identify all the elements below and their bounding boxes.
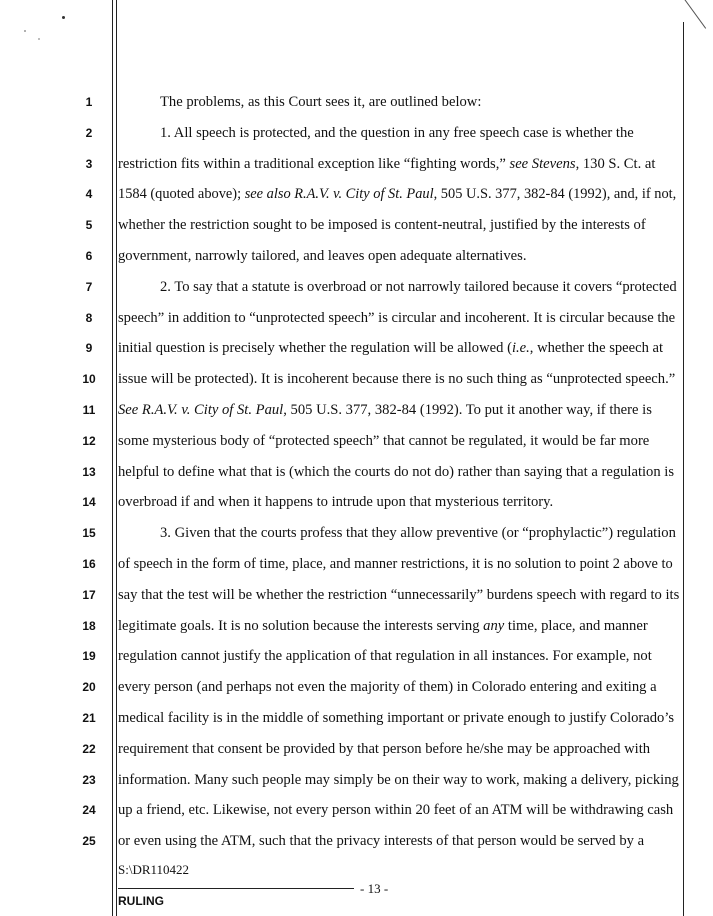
margin-rule-right (116, 0, 117, 916)
line-number: 4 (85, 187, 93, 202)
line-number: 12 (82, 433, 96, 448)
scan-speck (62, 16, 65, 19)
text-line: every person (and perhaps not even the majority of them) in Colorado entering and exiting a (118, 679, 657, 696)
line-number: 9 (85, 341, 93, 356)
line-number: 8 (85, 310, 93, 325)
text-line: requirement that consent be provided by that person before he/she may be approached with (118, 740, 651, 757)
text-line: initial question is precisely whether the regulation will be allowed (i.e., whether the speech at (118, 340, 664, 357)
text-line: legitimate goals. It is no solution because the interests serving any time, place, and manner (118, 617, 648, 634)
line-number: 11 (82, 403, 96, 417)
text-line: regulation cannot justify the application of that regulation in all instances. For example, not (118, 648, 652, 665)
line-number: 15 (82, 526, 96, 541)
line-number: 22 (82, 741, 96, 756)
text-line: whether the restriction sought to be imposed is content-neutral, justified by the interests of (118, 217, 646, 234)
text-line: See R.A.V. v. City of St. Paul, 505 U.S. 377, 382-84 (1992). To put it another way, if there is (118, 402, 652, 418)
line-number: 13 (82, 464, 96, 479)
text-line: medical facility is in the middle of something important or private enough to justify Colorado’s (118, 710, 675, 726)
line-number: 25 (82, 834, 96, 849)
scan-artifact-line (683, 0, 706, 29)
file-code: S:\DR110422 (118, 862, 190, 877)
text-line: government, narrowly tailored, and leaves open adequate alternatives. (118, 248, 527, 264)
line-number: 14 (82, 495, 96, 510)
text-line: of speech in the form of time, place, and manner restrictions, it is no solution to point 2 above to (118, 556, 673, 572)
margin-rule-right-edge (683, 22, 684, 916)
line-number: 5 (85, 218, 93, 233)
text-line: say that the test will be whether the restriction “unnecessarily” burdens speech with regard to its (118, 586, 680, 603)
line-number: 6 (85, 249, 93, 263)
line-number: 3 (85, 156, 93, 171)
text-line: information. Many such people may simply be on their way to work, making a delivery, picking (118, 771, 679, 788)
text-line: restriction fits within a traditional exception like “fighting words,” see Stevens, 130 S. Ct. at (118, 155, 656, 172)
scan-speck (24, 30, 26, 32)
line-number: 18 (82, 618, 96, 633)
footer-label: RULING (118, 894, 164, 908)
text-line: issue will be protected). It is incoherent because there is no such thing as “unprotected speech.” (118, 371, 676, 388)
line-number: 21 (82, 711, 96, 725)
line-number: 2 (85, 125, 93, 140)
page-number: - 13 - (360, 881, 389, 896)
text-line: helpful to define what that is (which the courts do not do) rather than saying that a regulation is (118, 463, 675, 480)
line-number: 19 (82, 649, 96, 664)
line-number: 24 (82, 803, 96, 818)
text-line: 3. Given that the courts profess that they allow preventive (or “prophylactic”) regulation (160, 525, 676, 542)
margin-rule-left (112, 0, 113, 916)
text-line: overbroad if and when it happens to intrude upon that mysterious territory. (118, 494, 554, 511)
footer-rule (118, 888, 354, 889)
text-line: 1584 (quoted above); see also R.A.V. v. City of St. Paul, 505 U.S. 377, 382-84 (1992), and, if not, (118, 186, 677, 203)
line-number: 10 (82, 372, 96, 387)
text-line: some mysterious body of “protected speech” that cannot be regulated, it would be far more (118, 432, 650, 449)
text-line: speech” in addition to “unprotected speech” is circular and incoherent. It is circular because the (118, 309, 676, 326)
line-number: 23 (82, 772, 96, 787)
text-line: The problems, as this Court sees it, are outlined below: (160, 94, 482, 110)
text-line: 1. All speech is protected, and the question in any free speech case is whether the (160, 124, 634, 141)
line-number: 1 (85, 95, 93, 109)
line-number: 17 (82, 587, 96, 602)
text-line: 2. To say that a statute is overbroad or not narrowly tailored because it covers “protected (160, 278, 677, 295)
text-line: up a friend, etc. Likewise, not every person within 20 feet of an ATM will be withdrawing cash (118, 802, 674, 819)
line-number: 20 (82, 680, 96, 695)
scan-speck (38, 38, 40, 40)
line-number: 16 (82, 557, 96, 571)
text-line: or even using the ATM, such that the privacy interests of that person would be served by a (118, 833, 645, 850)
line-number: 7 (85, 279, 93, 294)
